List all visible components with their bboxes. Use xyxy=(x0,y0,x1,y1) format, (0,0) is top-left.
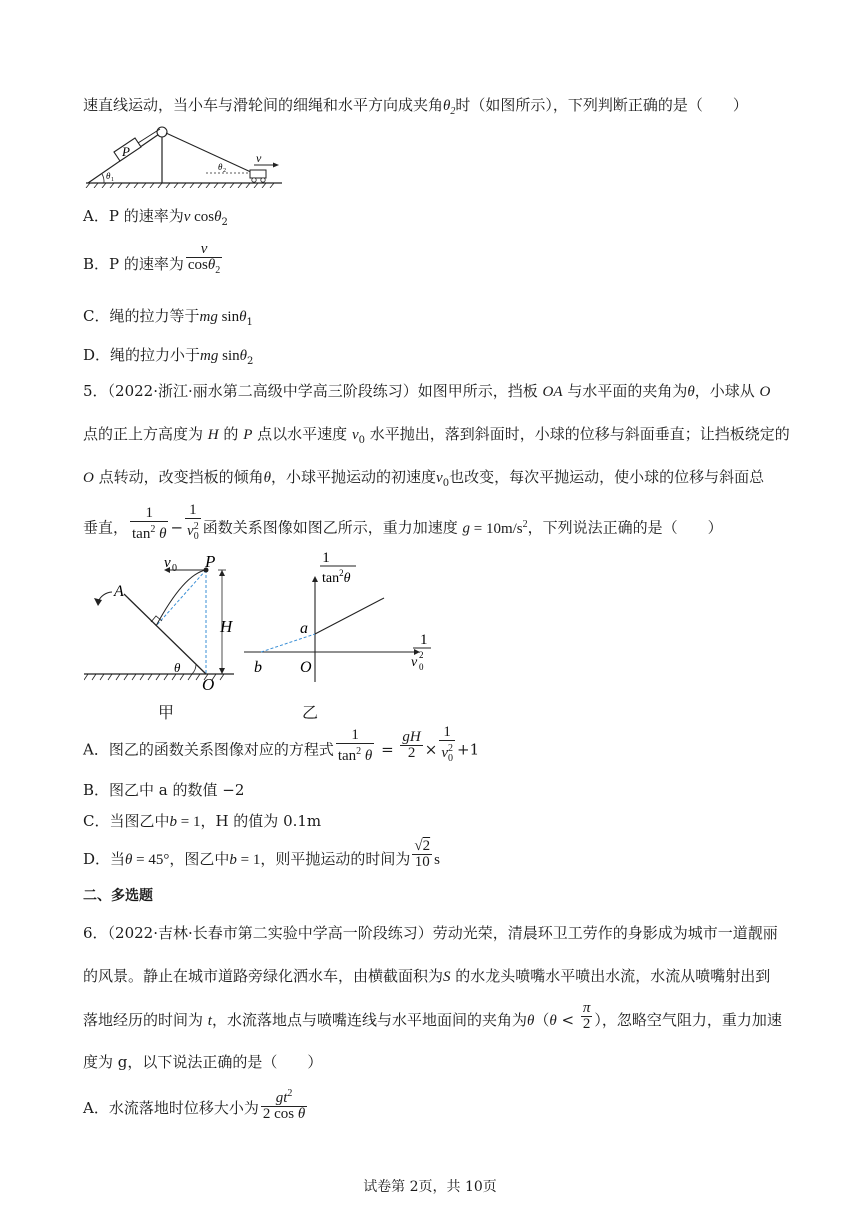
page-footer: 试卷第 2页，共 10页 xyxy=(363,1179,497,1195)
q5-line4: 垂直， $\frac{1}{\tan^2 \theta}$ − $\frac{1}{v^2_0}$ 函数关系图像如图乙所示，重力加速度 $g = 10m/s^2$，下列说法正确的是（ ） xyxy=(83,502,723,542)
caption-jia: 甲 xyxy=(158,703,175,722)
q5-option-d[interactable]: D．当θ = 45°，图乙中b = 1，则平抛运动的时间为 $\frac{√2}{10}$ s xyxy=(83,837,440,870)
svg-text:2: 2 xyxy=(419,650,424,660)
svg-text:1: 1 xyxy=(111,177,114,183)
label-A: A xyxy=(114,583,124,600)
caption-yi: 乙 xyxy=(302,703,319,722)
q5-option-a[interactable]: A．图乙的函数关系图像对应的方程式 $\frac{1}{\tan^2 \theta}$ = $\frac{gH}{2}$ × $\frac{1}{v^2_0}$ +1 xyxy=(83,724,480,764)
label-H: H xyxy=(220,617,233,636)
q5-figure-jia xyxy=(84,552,244,692)
q5-line2: 点的正上方高度为 H 的 P 点以水平速度 $v_0$ 水平抛出，落到斜面时，小球的位移与斜面垂直；让挡板绕定的 xyxy=(83,425,790,446)
q6-line1: 6．（2022·吉林·长春市第二实验中学高一阶段练习）劳动光荣，清晨环卫工劳作的身影成为城市一道靓丽 xyxy=(83,924,778,942)
svg-text:tan2θ: $\tan^2\theta$ xyxy=(322,568,351,586)
q5-line1: 5．（2022·浙江·丽水第二高级中学高三阶段练习）如图甲所示，挡板 OA 与水平面的夹角为θ，小球从 O xyxy=(83,382,771,400)
label-P: P xyxy=(205,552,216,571)
q6-line4: 度为 g，以下说法正确的是（ ） xyxy=(83,1053,323,1071)
svg-text:1: 1 xyxy=(322,552,330,566)
label-b: b xyxy=(254,659,262,676)
label-a: a xyxy=(300,620,308,637)
v-label: v xyxy=(256,151,262,165)
label-theta: θ xyxy=(174,660,181,675)
q4-option-c[interactable]: C．绳的拉力等于mg sinθ$_1$ xyxy=(83,307,253,328)
q5-option-b[interactable]: B．图乙中 a 的数值 −2 xyxy=(83,781,245,799)
q6-option-a[interactable]: A．水流落地时位移大小为 $\frac{gt^2}{\text{2 cos θ}}$ xyxy=(83,1088,306,1122)
p-label: P xyxy=(122,144,130,159)
theta1-label: θ xyxy=(106,171,111,181)
q5-option-c[interactable]: C．当图乙中b = 1，H 的值为 0.1m xyxy=(83,812,322,830)
section-multiple-choice: 二、多选题 xyxy=(83,888,153,904)
q5-figure-yi xyxy=(244,552,444,692)
svg-text:v: v xyxy=(411,655,418,670)
q6-line3: 落地经历的时间为 t，水流落地点与喷嘴连线与水平地面间的夹角为θ（θ < $\frac{\pi}{2}$ ），忽略空气阻力，重力加速 xyxy=(83,999,782,1032)
q4-option-a[interactable]: A．P 的速率为v cosθ$_2$ xyxy=(83,207,228,228)
q4-option-d[interactable]: D．绳的拉力小于mg sinθ$_2$ xyxy=(83,346,254,367)
theta2-label: θ xyxy=(218,162,223,172)
q4-incline-figure xyxy=(84,122,284,188)
q4-stem: 速直线运动，当小车与滑轮间的细绳和水平方向成夹角$\theta_2$时（如图所示），下列判断正确的是（ ） xyxy=(83,96,748,117)
svg-text:0: 0 xyxy=(172,563,177,574)
q6-line2: 的风景。静止在城市道路旁绿化洒水车，由横截面积为S 的水龙头喷嘴水平喷出水流，水流从喷嘴射出到 xyxy=(83,967,771,985)
label-O: O xyxy=(202,675,215,692)
svg-text:2: 2 xyxy=(223,168,226,174)
svg-text:0: 0 xyxy=(419,662,424,672)
q5-line3: O 点转动，改变挡板的倾角θ，小球平抛运动的初速度$v_0$也改变，每次平抛运动，使小球的位移与斜面总 xyxy=(83,468,765,489)
label-origin: O xyxy=(300,659,312,676)
theta2-symbol: $\theta_2$ xyxy=(443,98,456,117)
svg-text:1: 1 xyxy=(420,632,428,648)
label-v0: v xyxy=(164,555,171,571)
q4-option-b[interactable]: B．P 的速率为 $\frac{v}{\cos\theta_2}$ xyxy=(83,241,221,276)
